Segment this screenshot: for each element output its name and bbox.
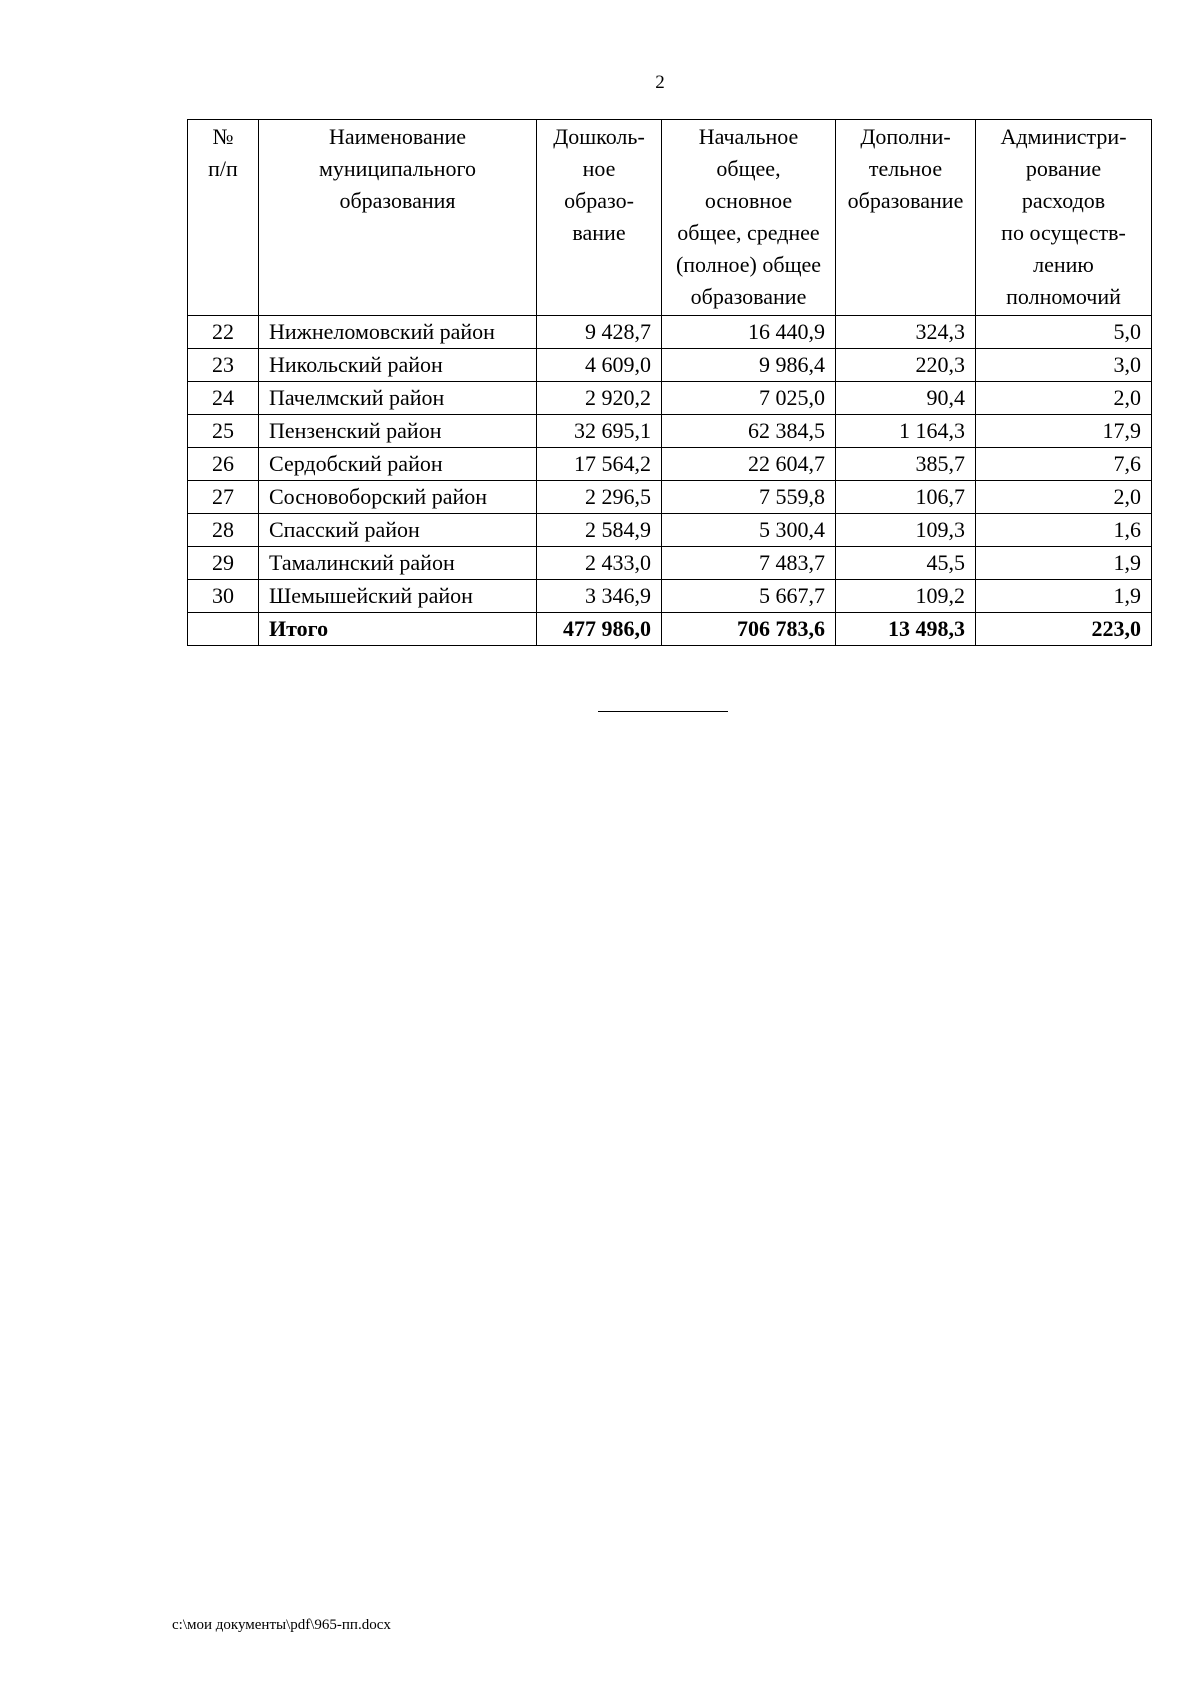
preschool-value: 32 695,1 <box>537 415 662 448</box>
administration-value: 1,9 <box>976 547 1152 580</box>
municipality-name: Сосновоборский район <box>259 481 537 514</box>
table-row <box>188 547 1152 580</box>
row-number: 29 <box>188 547 259 580</box>
preschool-value: 2 433,0 <box>537 547 662 580</box>
table-row <box>188 448 1152 481</box>
additional-education-value: 1 164,3 <box>836 415 976 448</box>
total-label: Итого <box>259 613 537 646</box>
municipality-name: Пензенский район <box>259 415 537 448</box>
total-additional-education: 13 498,3 <box>836 613 976 646</box>
municipality-name: Спасский район <box>259 514 537 547</box>
general-education-value: 5 300,4 <box>662 514 836 547</box>
table-row <box>188 316 1152 349</box>
additional-education-value: 45,5 <box>836 547 976 580</box>
allocation-table <box>187 119 1152 646</box>
header-general-education: Начальное общее, основное общее, среднее (полное) общее образование <box>662 120 836 316</box>
total-administration: 223,0 <box>976 613 1152 646</box>
row-number: 23 <box>188 349 259 382</box>
header-number: № п/п <box>188 120 259 316</box>
preschool-value: 9 428,7 <box>537 316 662 349</box>
additional-education-value: 220,3 <box>836 349 976 382</box>
table-row <box>188 382 1152 415</box>
row-number: 25 <box>188 415 259 448</box>
additional-education-value: 324,3 <box>836 316 976 349</box>
end-divider <box>598 711 728 712</box>
administration-value: 1,9 <box>976 580 1152 613</box>
table-body <box>188 316 1152 646</box>
row-number: 22 <box>188 316 259 349</box>
municipality-name: Сердобский район <box>259 448 537 481</box>
administration-value: 3,0 <box>976 349 1152 382</box>
general-education-value: 62 384,5 <box>662 415 836 448</box>
municipality-name: Нижнеломовский район <box>259 316 537 349</box>
footer-file-path: c:\мои документы\pdf\965-пп.docx <box>172 1617 391 1633</box>
administration-value: 5,0 <box>976 316 1152 349</box>
general-education-value: 7 559,8 <box>662 481 836 514</box>
preschool-value: 4 609,0 <box>537 349 662 382</box>
general-education-value: 9 986,4 <box>662 349 836 382</box>
general-education-value: 5 667,7 <box>662 580 836 613</box>
total-row <box>188 613 1152 646</box>
administration-value: 17,9 <box>976 415 1152 448</box>
total-preschool: 477 986,0 <box>537 613 662 646</box>
administration-value: 7,6 <box>976 448 1152 481</box>
municipality-name: Шемышейский район <box>259 580 537 613</box>
header-additional-education: Дополни- тельное образование <box>836 120 976 316</box>
administration-value: 1,6 <box>976 514 1152 547</box>
additional-education-value: 385,7 <box>836 448 976 481</box>
additional-education-value: 109,2 <box>836 580 976 613</box>
general-education-value: 16 440,9 <box>662 316 836 349</box>
preschool-value: 2 920,2 <box>537 382 662 415</box>
table-row <box>188 481 1152 514</box>
additional-education-value: 90,4 <box>836 382 976 415</box>
row-number: 24 <box>188 382 259 415</box>
administration-value: 2,0 <box>976 382 1152 415</box>
header-preschool-education: Дошколь- ное образо- вание <box>537 120 662 316</box>
header-municipality-name: Наименование муниципального образования <box>259 120 537 316</box>
table-row <box>188 415 1152 448</box>
page-number: 2 <box>655 72 665 93</box>
preschool-value: 2 296,5 <box>537 481 662 514</box>
preschool-value: 3 346,9 <box>537 580 662 613</box>
additional-education-value: 106,7 <box>836 481 976 514</box>
total-number <box>188 613 259 646</box>
general-education-value: 7 025,0 <box>662 382 836 415</box>
row-number: 28 <box>188 514 259 547</box>
administration-value: 2,0 <box>976 481 1152 514</box>
table-row <box>188 580 1152 613</box>
general-education-value: 7 483,7 <box>662 547 836 580</box>
municipality-name: Тамалинский район <box>259 547 537 580</box>
table-header-row <box>188 120 1152 316</box>
preschool-value: 17 564,2 <box>537 448 662 481</box>
municipality-name: Пачелмский район <box>259 382 537 415</box>
preschool-value: 2 584,9 <box>537 514 662 547</box>
row-number: 30 <box>188 580 259 613</box>
header-administration: Администри- рование расходов по осуществ- лению полномочий <box>976 120 1152 316</box>
additional-education-value: 109,3 <box>836 514 976 547</box>
general-education-value: 22 604,7 <box>662 448 836 481</box>
row-number: 27 <box>188 481 259 514</box>
total-general-education: 706 783,6 <box>662 613 836 646</box>
table-row <box>188 514 1152 547</box>
table-row <box>188 349 1152 382</box>
municipality-name: Никольский район <box>259 349 537 382</box>
row-number: 26 <box>188 448 259 481</box>
